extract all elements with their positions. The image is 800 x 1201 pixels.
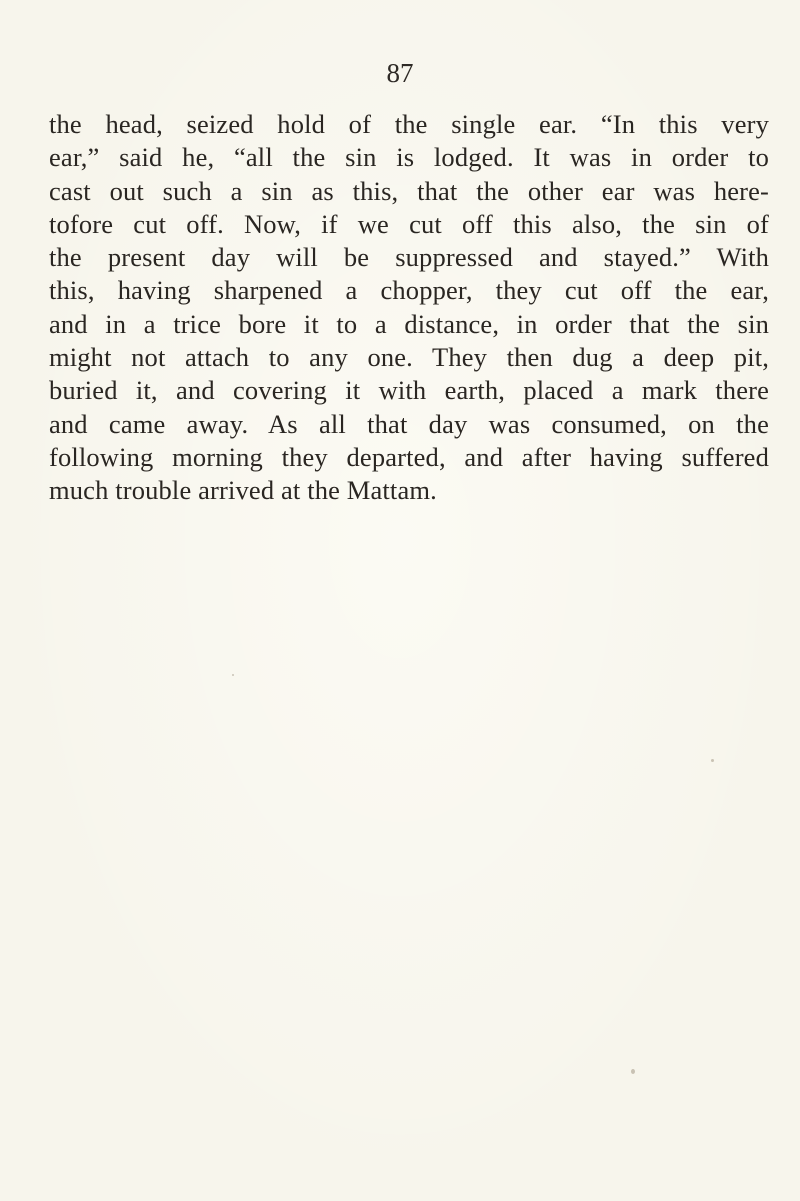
text-line: and came away. As all that day was consumed, on the [49,408,769,439]
text-line: the head, seized hold of the single ear. “In this very [49,109,769,139]
text-line-last: much trouble arrived at the Mattam. [49,475,437,506]
text-line: and in a trice bore it to a distance, in order that the sin [49,308,769,339]
paper-speck [232,674,234,676]
text-line: buried it, and covering it with earth, placed a mark there [49,375,769,406]
text-line: ear,” said he, “all the sin is lodged. It was in order to [49,142,769,173]
text-line: might not attach to any one. They then dug a deep pit, [49,342,769,373]
paper-speck [631,1069,635,1074]
paper-speck [711,759,714,762]
page-number: 87 [386,58,414,88]
body-text [49,108,769,508]
text-line: tofore cut off. Now, if we cut off this also, the sin of [49,208,769,239]
text-line: following morning they departed, and after having suffered [49,441,769,472]
text-line: the present day will be suppressed and stayed.” With [49,242,769,273]
text-line: cast out such a sin as this, that the other ear was here- [49,175,769,206]
text-line: this, having sharpened a chopper, they cut off the ear, [49,275,769,306]
